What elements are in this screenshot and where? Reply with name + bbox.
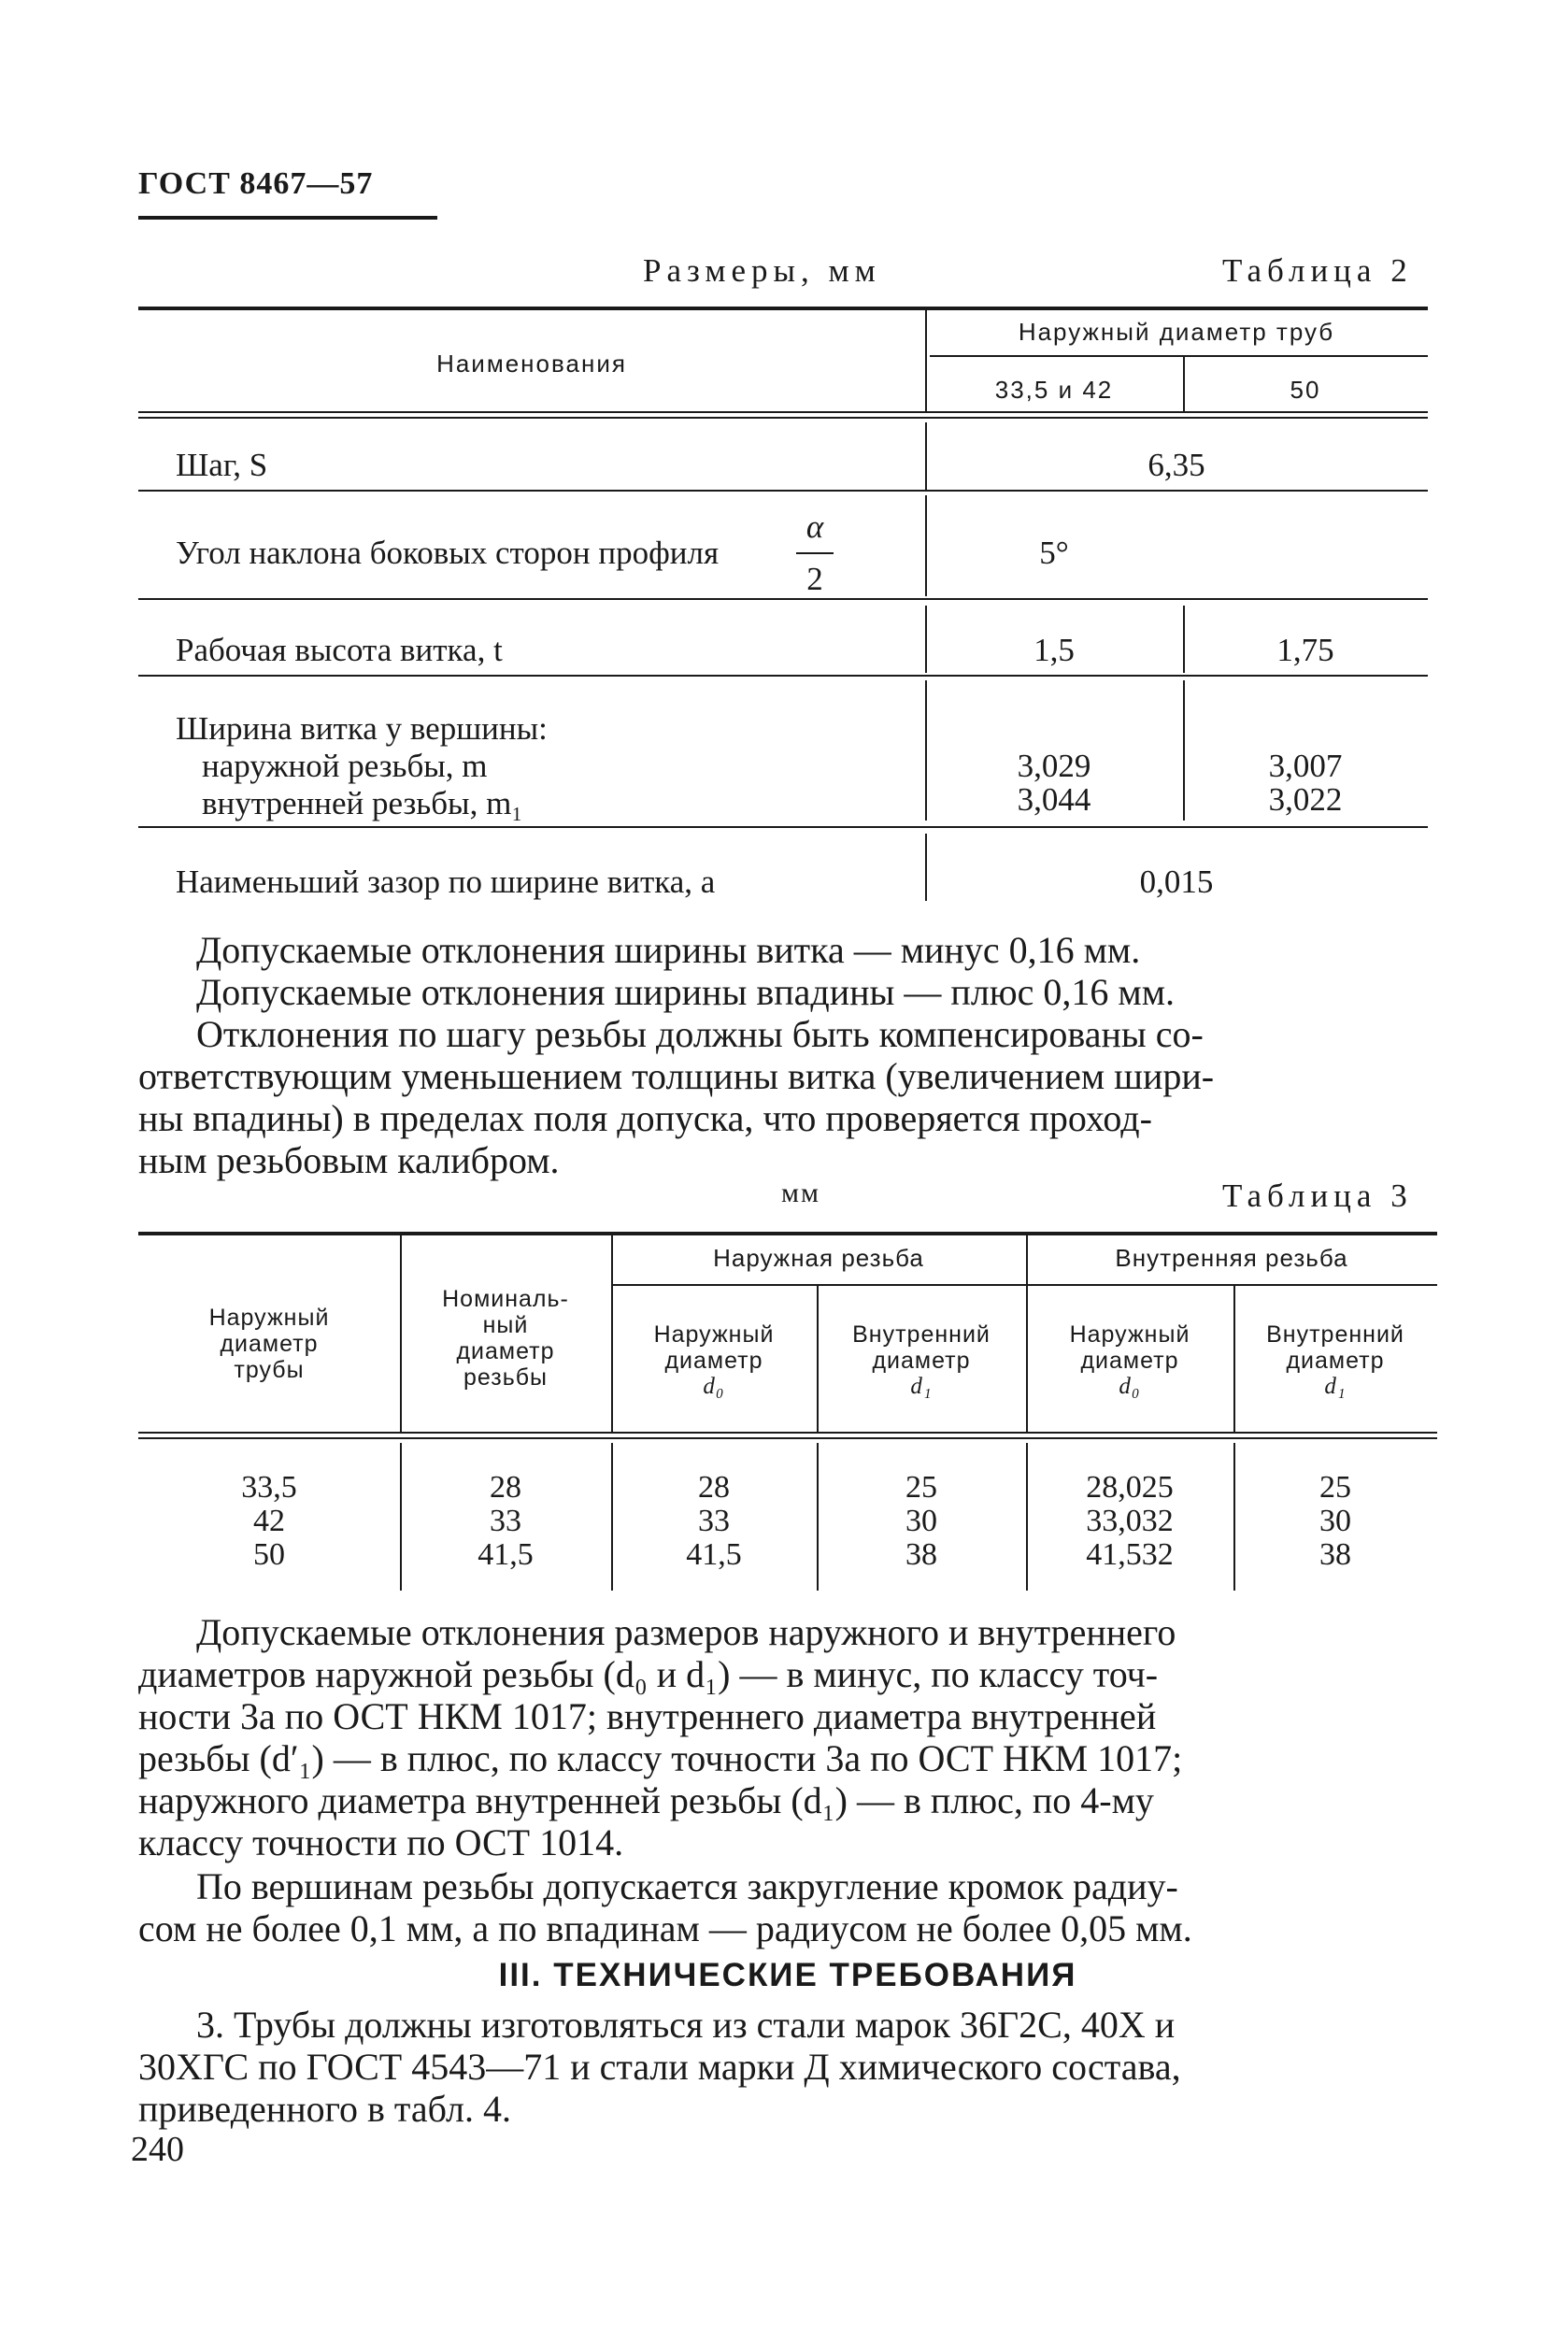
- table3-cell: 30: [1319, 1504, 1351, 1538]
- table3-top-rule: [138, 1232, 1437, 1235]
- text-line: приведенного в табл. 4.: [138, 2088, 511, 2130]
- table2-angle-label: Угол наклона боковых сторон профиля: [176, 535, 720, 571]
- table2-pitch-label: Шаг, S: [176, 447, 268, 483]
- table2-width-a2: 3,044: [1017, 781, 1091, 818]
- table2-height-label: Рабочая высота витка, t: [176, 632, 503, 668]
- table3-col-ext-id: [817, 1471, 1026, 1572]
- table2-units: Размеры, мм: [643, 252, 881, 289]
- table3-cell: 28: [490, 1470, 521, 1505]
- header-underline: [138, 216, 437, 220]
- header-line: Внутренний: [1266, 1321, 1404, 1348]
- text-line: ным резьбовым калибром.: [138, 1139, 560, 1181]
- header-line: ный: [482, 1312, 529, 1338]
- text-line: диаметров наружной резьбы (d₀ и d₁) — в минус, по классу точ-: [138, 1653, 1159, 1695]
- table3-h-ext-od: [611, 1321, 817, 1400]
- text-line: По вершинам резьбы допускается закругление кромок радиу-: [196, 1865, 1178, 1907]
- text-line: ности 3а по ОСТ НКМ 1017; внутреннего диаметра внутренней: [138, 1695, 1157, 1737]
- table2-header-rule-2: [138, 417, 1428, 419]
- table3-h-int-od: [1026, 1321, 1233, 1400]
- header-line: резьбы: [463, 1364, 549, 1391]
- table3-col-ext-od: [611, 1471, 817, 1572]
- header-line: диаметр: [456, 1338, 555, 1364]
- table3-cell: 25: [905, 1470, 937, 1505]
- table2-width-b1: 3,007: [1268, 748, 1343, 784]
- page-number: 240: [131, 2130, 184, 2169]
- header-line: d₀: [703, 1374, 725, 1399]
- table3-units: мм: [781, 1178, 820, 1208]
- text-line: 30ХГС по ГОСТ 4543—71 и стали марки Д химического состава,: [138, 2046, 1181, 2088]
- table2-col-a: 33,5 и 42: [994, 376, 1114, 404]
- header-line: Номиналь-: [442, 1286, 569, 1312]
- table2-caption: Таблица 2: [1222, 252, 1413, 289]
- table3-h-int: Внутренняя резьба: [1115, 1244, 1348, 1272]
- table3-cell: 41,5: [686, 1537, 742, 1572]
- text-line: Допускаемые отклонения размеров наружного и внутреннего: [196, 1611, 1176, 1653]
- table3-cell: 38: [905, 1537, 937, 1572]
- text-line: Допускаемые отклонения ширины витка — минус 0,16 мм.: [196, 929, 1141, 971]
- text-line: ответствующим уменьшением толщины витка (увеличением шири-: [138, 1055, 1215, 1097]
- table2-gap-label: Наименьший зазор по ширине витка, a: [176, 864, 716, 900]
- table3-cell: 25: [1319, 1470, 1351, 1505]
- table3-cell: 33,5: [241, 1470, 297, 1505]
- table2-width-sub1: наружной резьбы, m: [202, 748, 488, 784]
- table2-group-rule: [930, 355, 1428, 357]
- table3-cell: 33,032: [1086, 1504, 1174, 1538]
- table2-header-rule-1: [138, 411, 1428, 413]
- table3-col-int-id: [1233, 1471, 1437, 1572]
- table2-angle-frac-bar: [796, 552, 834, 554]
- header-line: трубы: [234, 1357, 305, 1383]
- table3-col-nom: [400, 1471, 611, 1572]
- text-line: Допускаемые отклонения ширины впадины — плюс 0,16 мм.: [196, 971, 1176, 1013]
- table3-cell: 28: [698, 1470, 730, 1505]
- text-line: 3. Трубы должны изготовляться из стали марок 36Г2С, 40Х и: [196, 2004, 1176, 2046]
- table3-group-rule: [613, 1284, 1026, 1286]
- table2-width-b2: 3,022: [1268, 781, 1343, 818]
- document-header: ГОСТ 8467—57: [138, 166, 374, 201]
- text-line: наружного диаметра внутренней резьбы (d₁) — в плюс, по 4-му: [138, 1779, 1154, 1821]
- table3-group-rule: [1028, 1284, 1437, 1286]
- header-line: d₀: [1119, 1374, 1141, 1399]
- table3-cell: 33: [490, 1504, 521, 1538]
- table2-row-rule: [138, 826, 1428, 828]
- table3-cell: 50: [253, 1537, 285, 1572]
- text-line: классу точности по ОСТ 1014.: [138, 1821, 624, 1863]
- table3-header-rule-2: [138, 1437, 1437, 1439]
- header-line: Наружный: [653, 1321, 775, 1348]
- table3-cell: 42: [253, 1504, 285, 1538]
- table2-angle-frac-num: α: [805, 508, 824, 545]
- table3-cell: 38: [1319, 1537, 1351, 1572]
- table3-cell: 41,532: [1086, 1537, 1174, 1572]
- header-line: Наружный: [1069, 1321, 1190, 1348]
- header-line: d₁: [1324, 1374, 1347, 1399]
- table2-gap-value: 0,015: [1139, 864, 1214, 900]
- table3-h-ext-id: [817, 1321, 1026, 1400]
- table3-h-int-id: [1233, 1321, 1437, 1400]
- table2-height-a: 1,5: [1033, 632, 1075, 668]
- table3-cell: 33: [698, 1504, 730, 1538]
- table3-h-pipe: [138, 1305, 400, 1383]
- text-line: резьбы (d′₁) — в плюс, по классу точности 3а по ОСТ НКМ 1017;: [138, 1737, 1183, 1779]
- table2-width-sub2: внутренней резьбы, m₁: [202, 785, 523, 821]
- paragraph-rounding: [138, 1865, 1437, 1949]
- table2-angle-value: 5°: [1039, 535, 1069, 571]
- table3-cell: 30: [905, 1504, 937, 1538]
- text-line: сом не более 0,1 мм, а по впадинам — радиусом не более 0,05 мм.: [138, 1907, 1192, 1949]
- table2-height-b: 1,75: [1276, 632, 1334, 668]
- header-line: диаметр: [872, 1348, 971, 1374]
- header-line: диаметр: [664, 1348, 763, 1374]
- text-line: Отклонения по шагу резьбы должны быть компенсированы со-: [196, 1013, 1204, 1055]
- table2-row-rule: [138, 675, 1428, 677]
- table3-cell: 28,025: [1086, 1470, 1174, 1505]
- table3-h-nom: [400, 1286, 611, 1391]
- table2-col-b: 50: [1290, 376, 1321, 404]
- section-title: III. ТЕХНИЧЕСКИЕ ТРЕБОВАНИЯ: [498, 1957, 1077, 1993]
- table3-h-ext: Наружная резьба: [713, 1244, 924, 1272]
- table3-col-int-od: [1026, 1471, 1233, 1572]
- text-line: ны впадины) в пределах поля допуска, что проверяется проход-: [138, 1097, 1152, 1139]
- table2-angle-frac-den: 2: [806, 561, 823, 597]
- table2-width-a1: 3,029: [1017, 748, 1091, 784]
- table2-width-label: Ширина витка у вершины:: [176, 710, 548, 747]
- table2-row-rule: [138, 598, 1428, 600]
- table2-col-group: Наружный диаметр труб: [1018, 318, 1335, 346]
- table3-col-pipe: [138, 1471, 400, 1572]
- header-line: диаметр: [1080, 1348, 1179, 1374]
- table2-row-rule: [138, 490, 1428, 492]
- header-line: d₁: [910, 1374, 933, 1399]
- header-line: диаметр: [220, 1331, 319, 1357]
- table2-top-rule: [138, 307, 1428, 310]
- table3-cell: 41,5: [478, 1537, 534, 1572]
- header-line: Внутренний: [852, 1321, 991, 1348]
- header-line: Наружный: [208, 1305, 330, 1331]
- table3-caption: Таблица 3: [1222, 1178, 1413, 1214]
- table2-col-name: Наименования: [436, 350, 627, 378]
- paragraph-materials: [138, 2004, 1437, 2130]
- header-line: диаметр: [1286, 1348, 1385, 1374]
- table3-header-rule-1: [138, 1432, 1437, 1434]
- table2-pitch-value: 6,35: [1147, 447, 1205, 483]
- paragraph-diameters: [138, 1611, 1437, 1863]
- paragraph-tolerances: [138, 929, 1428, 1181]
